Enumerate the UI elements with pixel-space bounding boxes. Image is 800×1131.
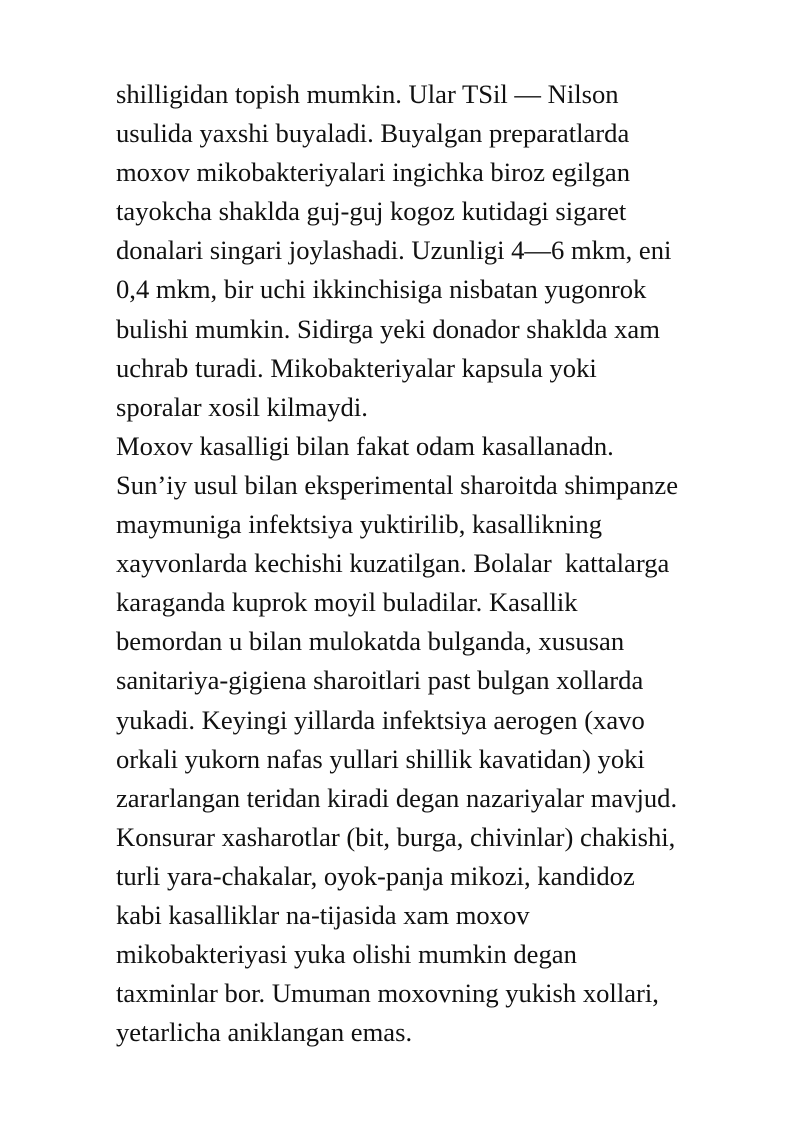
text-line: xayvonlarda kechishi kuzatilgan. Bolalar kattalarga (116, 548, 670, 579)
text-line: usulida yaxshi buyaladi. Buyalgan preparatlarda (116, 118, 630, 149)
text-line: kabi kasalliklar na-tijasida xam moxov (116, 899, 530, 930)
text-line: karaganda kuprok moyil buladilar. Kasallik (116, 587, 578, 618)
text-line: bemordan u bilan mulokatda bulganda, xususan (116, 626, 625, 657)
text-line: Sun’iy usul bilan eksperimental sharoitda shimpanze (116, 469, 679, 500)
text-line: Moxov kasalligi bilan fakat odam kasallanadn. (116, 430, 614, 461)
text-line: bulishi mumkin. Sidirga yeki donador shaklda xam (116, 313, 660, 344)
text-line: Konsurar xasharotlar (bit, burga, chivinlar) chakishi, (116, 821, 676, 852)
text-line: yetarlicha aniklangan emas. (116, 1017, 413, 1048)
text-line: uchrab turadi. Mikobakteriyalar kapsula yoki (116, 352, 597, 383)
text-line: zararlangan teridan kiradi degan nazariyalar mavjud. (116, 782, 678, 813)
text-line: shilligidan topish mumkin. Ular TSil — Nilson (116, 79, 619, 109)
text-line: yukadi. Keyingi yillarda infektsiya aerogen (xavo (116, 704, 645, 735)
text-line: mikobakteriyasi yuka olishi mumkin degan (116, 939, 577, 970)
text-line: moxov mikobakteriyalari ingichka biroz egilgan (116, 157, 630, 188)
text-line: maymuniga infektsiya yuktirilib, kasallikning (116, 509, 602, 540)
text-line: donalari singari joylashadi. Uzunligi 4—6 mkm, eni (116, 235, 672, 266)
text-line: sanitariya-gigiena sharoitlari past bulgan xollarda (116, 665, 644, 696)
body-text (116, 75, 776, 1052)
text-line: taxminlar bor. Umuman moxovning yukish xollari, (116, 978, 659, 1009)
text-line: tayokcha shaklda guj-guj kogoz kutidagi sigaret (116, 196, 627, 227)
text-line: orkali yukorn nafas yullari shillik kavatidan) yoki (116, 743, 645, 774)
text-line: 0,4 mkm, bir uchi ikkinchisiga nisbatan yugonrok (116, 274, 647, 305)
text-line: turli yara-chakalar, oyok-panja mikozi, kandidoz (116, 860, 635, 891)
text-line: sporalar xosil kilmaydi. (116, 391, 368, 422)
